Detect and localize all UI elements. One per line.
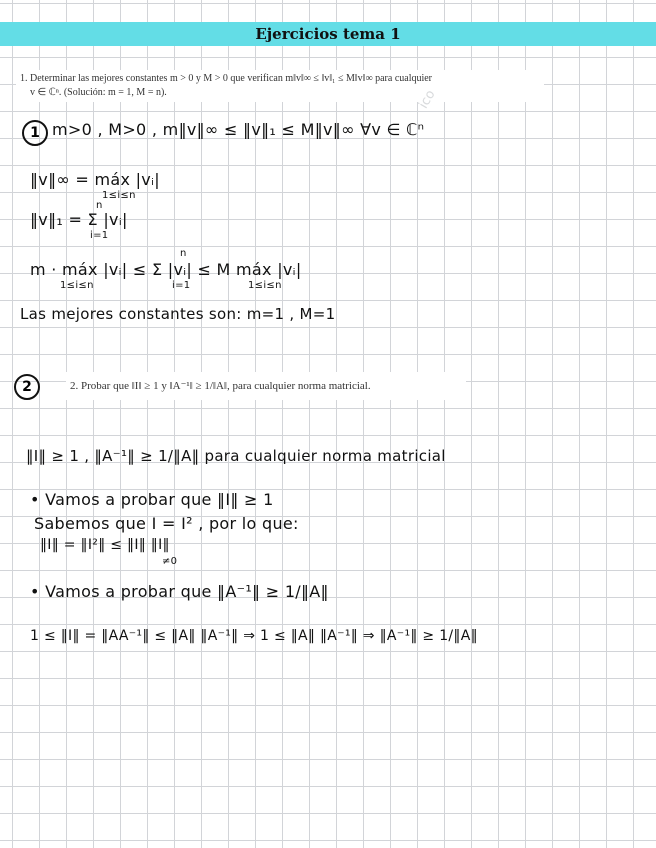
exercise1-statement — [16, 70, 544, 102]
exercise1-statement-line2: v ∈ ℂⁿ. (Solución: m = 1, M = n). — [30, 87, 167, 98]
exercise1-line5: Las mejores constantes son: m=1 , M=1 — [20, 305, 336, 323]
exercise1-line4-sub3: 1≤i≤n — [248, 280, 282, 291]
exercise1-line4: m · máx |vᵢ| ≤ Σ |vᵢ| ≤ M máx |vᵢ| — [30, 260, 302, 279]
page-title: Ejercicios tema 1 — [255, 25, 401, 43]
exercise1-line4-sup: n — [180, 248, 187, 259]
exercise1-number: 1 — [30, 125, 40, 141]
exercise2-line2: • Vamos a probar que ‖I‖ ≥ 1 — [30, 490, 274, 509]
exercise2-line6: 1 ≤ ‖I‖ = ‖AA⁻¹‖ ≤ ‖A‖ ‖A⁻¹‖ ⇒ 1 ≤ ‖A‖ ‖A⁻¹‖ ⇒ ‖A⁻¹‖ ≥ 1/‖A‖ — [30, 628, 478, 644]
exercise2-number-badge — [14, 374, 40, 400]
exercise1-number-badge — [22, 120, 48, 146]
exercise1-statement-line1: 1. Determinar las mejores constantes m > 0 y M > 0 que verifican m‖v‖∞ ≤ ‖v‖₁ ≤ M‖v‖∞ para cualquier — [20, 73, 433, 84]
exercise2-statement: 2. Probar que ‖I‖ ≥ 1 y ‖A⁻¹‖ ≥ 1/‖A‖, para cualquier norma matricial. — [66, 372, 466, 400]
exercise1-line4-sub1: 1≤i≤n — [60, 280, 94, 291]
watermark: ico — [416, 87, 439, 112]
exercise1-line2: ‖v‖∞ = máx |vᵢ| — [30, 170, 160, 189]
exercise2-line4: ‖I‖ = ‖I²‖ ≤ ‖I‖ ‖I‖ — [40, 537, 170, 553]
exercise2-number: 2 — [22, 379, 32, 395]
exercise1-line3: ‖v‖₁ = Σ |vᵢ| — [30, 210, 128, 229]
exercise1-line1: m>0 , M>0 , m‖v‖∞ ≤ ‖v‖₁ ≤ M‖v‖∞ ∀v ∈ ℂⁿ — [52, 120, 425, 139]
exercise1-line2-sub: 1≤i≤n — [102, 190, 136, 201]
exercise2-line5: • Vamos a probar que ‖A⁻¹‖ ≥ 1/‖A‖ — [30, 582, 329, 601]
exercise1-line4-sub2: i=1 — [172, 280, 191, 291]
exercise2-line4-sub: ≠0 — [162, 556, 178, 567]
exercise2-line1: ‖I‖ ≥ 1 , ‖A⁻¹‖ ≥ 1/‖A‖ para cualquier norma matricial — [26, 447, 446, 465]
exercise1-line3-sub: i=1 — [90, 230, 109, 241]
exercise1-line3-sup: n — [96, 200, 103, 211]
title-banner — [0, 22, 656, 46]
exercise2-line3: Sabemos que I = I² , por lo que: — [34, 514, 299, 533]
